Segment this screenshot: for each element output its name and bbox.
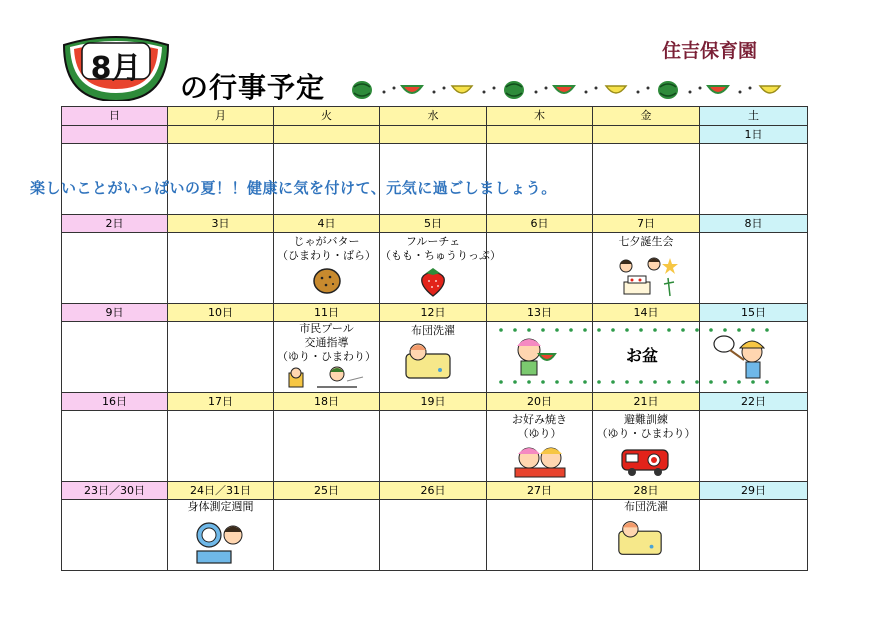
futon-sleeping-icon bbox=[615, 517, 665, 557]
event-cell bbox=[380, 233, 501, 304]
weekday-fri: 金 bbox=[593, 107, 700, 126]
event-cell bbox=[487, 322, 593, 393]
event-label: 交通指導 bbox=[304, 336, 349, 349]
event-label: 七夕誕生会 bbox=[618, 235, 674, 248]
date-cell: 14日 bbox=[593, 304, 700, 322]
date-cell: 6日 bbox=[487, 215, 593, 233]
event-cell bbox=[62, 233, 168, 304]
event-cell bbox=[593, 233, 700, 304]
event-label: （ゆり） bbox=[517, 427, 562, 440]
event-cell bbox=[168, 322, 274, 393]
page-header bbox=[0, 0, 877, 105]
watermelon-icon bbox=[504, 81, 524, 99]
event-label: お好み焼き bbox=[512, 413, 567, 426]
date-cell: 19日 bbox=[380, 393, 487, 411]
watermelon-icon bbox=[658, 81, 678, 99]
event-cell bbox=[62, 322, 168, 393]
date-cell: 13日 bbox=[487, 304, 593, 322]
watermelon-slice-icon bbox=[554, 86, 574, 93]
date-cell: 2日 bbox=[62, 215, 168, 233]
weekday-sun: 日 bbox=[62, 107, 168, 126]
event-label: （ひまわり・ばら） bbox=[277, 249, 376, 262]
lemon-slice-icon bbox=[606, 86, 626, 93]
event-cell bbox=[700, 322, 808, 393]
futon-sleeping-icon bbox=[402, 340, 454, 380]
weekday-header-row bbox=[62, 107, 808, 126]
event-cell bbox=[700, 500, 808, 571]
monthly-message: 楽しいことがいっぱいの夏！！健康に気を付けて、元気に過ごしましょう。 bbox=[30, 179, 557, 197]
date-cell: 22日 bbox=[700, 393, 808, 411]
date-cell bbox=[593, 126, 700, 144]
event-cell bbox=[380, 411, 487, 482]
event-label: 避難訓練 bbox=[624, 413, 668, 426]
event-cell bbox=[380, 500, 487, 571]
event-cell bbox=[274, 411, 380, 482]
event-label: 市民プール bbox=[299, 322, 354, 335]
date-row-week-4 bbox=[62, 393, 808, 411]
okonomiyaki-children-icon bbox=[509, 444, 571, 478]
event-row-week-2 bbox=[62, 233, 808, 304]
event-label: （もも・ちゅうりっぷ） bbox=[380, 249, 501, 262]
date-cell: 20日 bbox=[487, 393, 593, 411]
event-row-week-4 bbox=[62, 411, 808, 482]
event-cell bbox=[274, 322, 380, 393]
date-cell: 16日 bbox=[62, 393, 168, 411]
date-row-week-1 bbox=[62, 126, 808, 144]
date-cell: 21日 bbox=[593, 393, 700, 411]
date-row-week-3 bbox=[62, 304, 808, 322]
page-title: の行事予定 bbox=[180, 71, 326, 104]
date-cell: 27日 bbox=[487, 482, 593, 500]
tanabata-birthday-icon bbox=[610, 252, 682, 300]
event-cell bbox=[487, 233, 593, 304]
watermelon-slice-icon bbox=[708, 86, 728, 93]
lemon-slice-icon bbox=[760, 86, 780, 93]
date-cell: 12日 bbox=[380, 304, 487, 322]
date-cell: 8日 bbox=[700, 215, 808, 233]
fire-engine-icon bbox=[618, 444, 674, 478]
event-label: （ゆり・ひまわり） bbox=[277, 350, 376, 363]
date-cell bbox=[62, 126, 168, 144]
event-cell bbox=[593, 500, 700, 571]
event-cell bbox=[593, 411, 700, 482]
event-cell bbox=[62, 411, 168, 482]
weekday-mon: 月 bbox=[168, 107, 274, 126]
date-cell: 9日 bbox=[62, 304, 168, 322]
school-name: 住吉保育園 bbox=[662, 40, 758, 62]
monthly-calendar bbox=[61, 106, 808, 571]
event-cell bbox=[168, 411, 274, 482]
fruit-border-decoration bbox=[350, 78, 820, 102]
date-cell: 18日 bbox=[274, 393, 380, 411]
date-cell bbox=[274, 126, 380, 144]
event-cell bbox=[168, 500, 274, 571]
weekday-thu: 木 bbox=[487, 107, 593, 126]
lemon-slice-icon bbox=[452, 86, 472, 93]
date-row-week-2 bbox=[62, 215, 808, 233]
event-label: 身体測定週間 bbox=[187, 500, 254, 513]
watermelon-icon bbox=[352, 81, 372, 99]
date-cell: 1日 bbox=[700, 126, 808, 144]
date-cell: 26日 bbox=[380, 482, 487, 500]
event-cell bbox=[700, 233, 808, 304]
event-cell bbox=[62, 500, 168, 571]
date-cell: 3日 bbox=[168, 215, 274, 233]
weekday-wed: 水 bbox=[380, 107, 487, 126]
child-with-net-icon bbox=[710, 330, 776, 384]
event-cell bbox=[487, 500, 593, 571]
month-label: 8月 bbox=[90, 51, 142, 86]
weekday-sat: 土 bbox=[700, 107, 808, 126]
event-label: フルーチェ bbox=[405, 235, 461, 248]
date-cell bbox=[487, 126, 593, 144]
date-cell bbox=[380, 126, 487, 144]
date-cell: 4日 bbox=[274, 215, 380, 233]
watermelon-month-badge bbox=[60, 35, 172, 101]
event-cell bbox=[274, 233, 380, 304]
date-cell: 28日 bbox=[593, 482, 700, 500]
event-row-week-5 bbox=[62, 500, 808, 571]
event-cell bbox=[380, 322, 487, 393]
event-row-week-3 bbox=[62, 322, 808, 393]
body-measurement-icon bbox=[193, 517, 249, 567]
date-cell: 10日 bbox=[168, 304, 274, 322]
event-cell bbox=[168, 233, 274, 304]
date-cell: 24日／31日 bbox=[168, 482, 274, 500]
obon-label: お盆 bbox=[626, 346, 659, 365]
date-row-week-5 bbox=[62, 482, 808, 500]
date-cell: 5日 bbox=[380, 215, 487, 233]
potato-icon bbox=[311, 266, 343, 296]
date-cell: 7日 bbox=[593, 215, 700, 233]
date-cell bbox=[168, 126, 274, 144]
watermelon-slice-icon bbox=[402, 86, 422, 93]
date-cell: 29日 bbox=[700, 482, 808, 500]
event-cell bbox=[274, 500, 380, 571]
event-label: 布団洗濯 bbox=[411, 324, 455, 337]
event-label: じゃがバター bbox=[293, 235, 360, 248]
event-label: 布団洗濯 bbox=[624, 500, 668, 513]
strawberry-icon bbox=[418, 266, 448, 298]
date-cell: 11日 bbox=[274, 304, 380, 322]
traffic-safety-icon bbox=[287, 365, 367, 391]
event-cell bbox=[700, 411, 808, 482]
date-cell: 15日 bbox=[700, 304, 808, 322]
event-cell bbox=[487, 411, 593, 482]
date-cell: 25日 bbox=[274, 482, 380, 500]
event-label: （ゆり・ひまわり） bbox=[596, 427, 696, 440]
date-cell: 17日 bbox=[168, 393, 274, 411]
date-cell: 23日／30日 bbox=[62, 482, 168, 500]
weekday-tue: 火 bbox=[274, 107, 380, 126]
child-eating-watermelon-icon bbox=[507, 332, 563, 382]
